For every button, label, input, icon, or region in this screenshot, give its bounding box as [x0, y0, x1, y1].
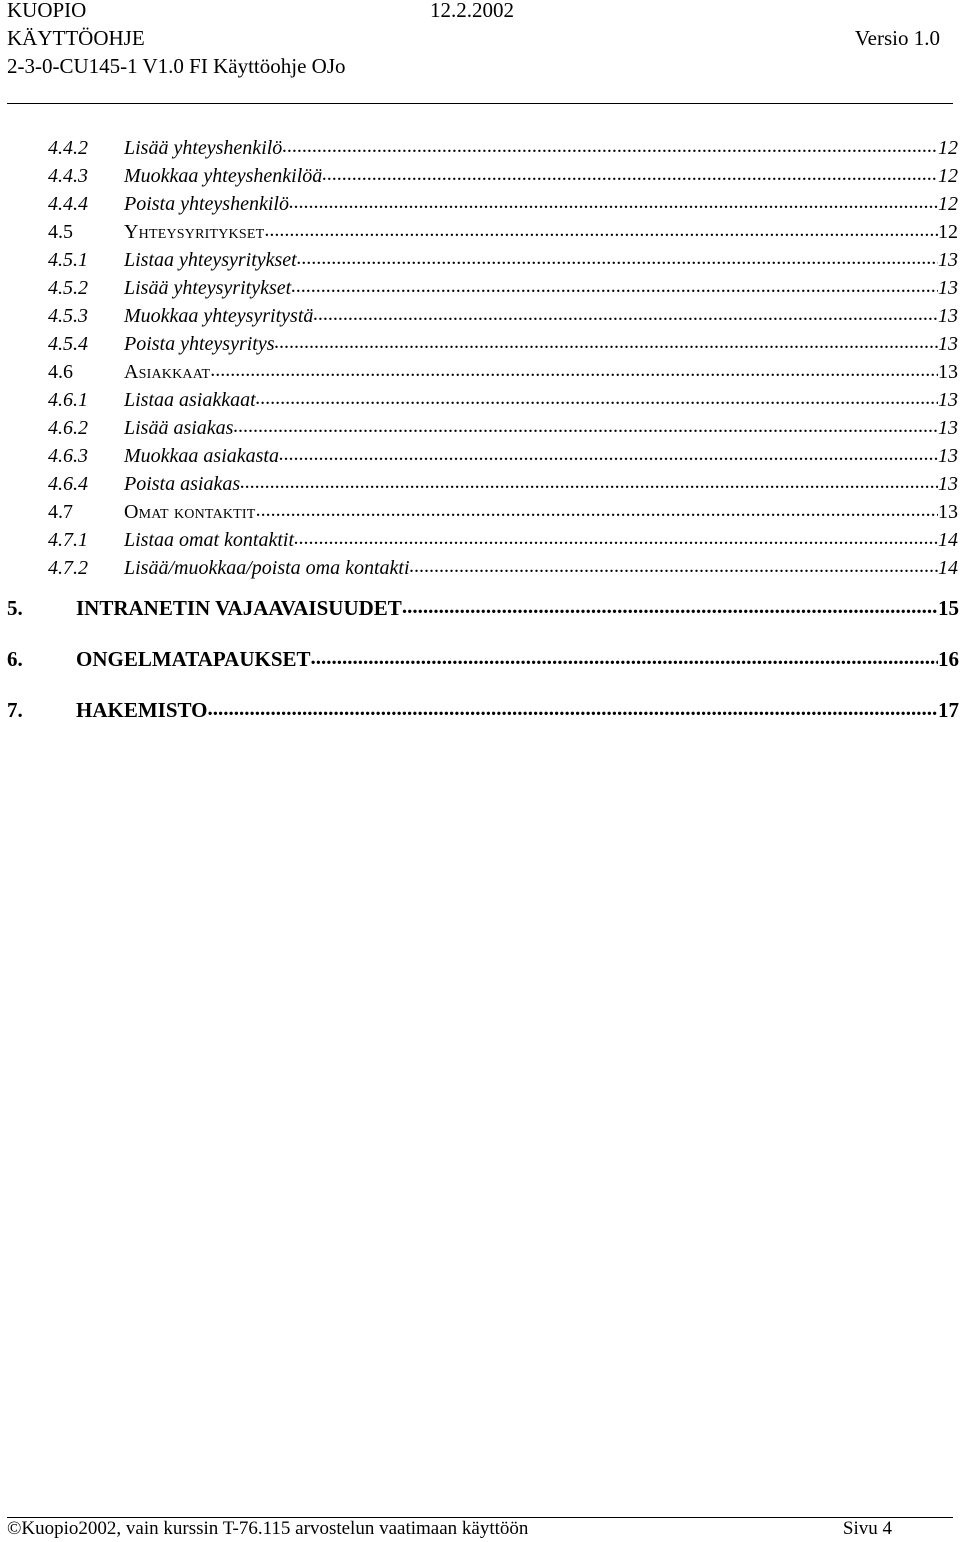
toc-number: 5.	[7, 596, 23, 620]
toc-number: 4.6.4	[48, 473, 88, 495]
toc-title: Listaa omat kontaktit	[124, 529, 294, 551]
header-divider	[7, 103, 953, 104]
toc-title: Lisää/muokkaa/poista oma kontakti	[124, 557, 410, 579]
toc-leader	[207, 696, 938, 717]
toc-number: 6.	[7, 647, 23, 671]
toc-title: Muokkaa yhteysyritystä	[124, 305, 314, 327]
toc-number: 4.4.3	[48, 165, 88, 187]
header-doc-type: KÄYTTÖOHJE	[7, 26, 145, 50]
toc-number: 4.7.1	[48, 529, 88, 551]
toc-leader	[311, 645, 938, 666]
toc-leader	[410, 555, 938, 575]
toc-page: 13	[938, 361, 958, 383]
toc-entry-4-5-4[interactable]	[48, 333, 958, 359]
toc-title: Lisää yhteysyritykset	[124, 277, 292, 299]
toc-number: 4.4.4	[48, 193, 88, 215]
toc-page: 14	[938, 557, 958, 579]
header-doc-id: 2-3-0-CU145-1 V1.0 FI Käyttöohje OJo	[7, 54, 346, 78]
toc-title: HAKEMISTO	[76, 698, 208, 722]
toc-leader	[275, 331, 938, 351]
toc-page: 13	[938, 417, 958, 439]
toc-title: INTRANETIN VAJAAVAISUUDET	[76, 596, 402, 620]
toc-leader	[294, 527, 938, 547]
toc-entry-4-6-3[interactable]	[48, 445, 958, 471]
toc-title: ONGELMATAPAUKSET	[76, 647, 311, 671]
toc-leader	[313, 303, 938, 323]
page-header	[7, 0, 953, 104]
footer-copyright: ©Kuopio2002, vain kurssin T-76.115 arvostelun vaatimaan käyttöön	[7, 1518, 529, 1539]
toc-leader	[289, 191, 938, 211]
toc-page: 16	[938, 647, 959, 671]
toc-entry-4-4-2[interactable]	[48, 137, 958, 163]
toc-number: 4.4.2	[48, 137, 88, 159]
toc-page: 13	[938, 333, 958, 355]
toc-leader	[402, 594, 938, 615]
toc-page: 14	[938, 529, 958, 551]
toc-title: Yhteysyritykset	[124, 221, 265, 243]
toc-title: Lisää yhteyshenkilö	[124, 137, 283, 159]
toc-page: 12	[938, 193, 958, 215]
toc-title: Muokkaa asiakasta	[124, 445, 279, 467]
toc-title: Muokkaa yhteyshenkilöä	[124, 165, 323, 187]
toc-entry-4-5[interactable]	[48, 221, 958, 247]
toc-entry-4-6-4[interactable]	[48, 473, 958, 499]
toc-page: 13	[938, 445, 958, 467]
toc-entry-4-5-2[interactable]	[48, 277, 958, 303]
toc-leader	[279, 443, 938, 463]
toc-entry-4-5-1[interactable]	[48, 249, 958, 275]
toc-entry-4-5-3[interactable]	[48, 305, 958, 331]
toc-page: 12	[938, 165, 958, 187]
toc-entry-6[interactable]	[7, 647, 959, 673]
toc-entry-4-6[interactable]	[48, 361, 958, 387]
toc-title: Omat kontaktit	[124, 501, 256, 523]
toc-leader	[256, 387, 938, 407]
toc-number: 4.6.1	[48, 389, 88, 411]
toc-leader	[322, 163, 938, 183]
toc-entry-7[interactable]	[7, 698, 959, 724]
toc-entry-4-6-2[interactable]	[48, 417, 958, 443]
toc-number: 4.5	[48, 221, 73, 243]
toc-leader	[240, 471, 938, 491]
toc-leader	[264, 219, 938, 239]
toc-number: 4.5.3	[48, 305, 88, 327]
toc-number: 4.5.4	[48, 333, 88, 355]
toc-page: 13	[938, 473, 958, 495]
toc-page: 13	[938, 389, 958, 411]
toc-leader	[291, 275, 938, 295]
toc-entry-4-7-2[interactable]	[48, 557, 958, 583]
header-version: Versio 1.0	[854, 26, 940, 50]
toc-page: 13	[938, 501, 958, 523]
toc-number: 7.	[7, 698, 23, 722]
toc-title: Poista asiakas	[124, 473, 241, 495]
toc-title: Lisää asiakas	[124, 417, 234, 439]
toc-number: 4.7	[48, 501, 73, 523]
toc-number: 4.6	[48, 361, 73, 383]
footer-page-number: Sivu 4	[842, 1518, 892, 1539]
toc-number: 4.6.3	[48, 445, 88, 467]
toc-entry-4-4-4[interactable]	[48, 193, 958, 219]
toc-entry-4-7-1[interactable]	[48, 529, 958, 555]
toc-page: 13	[938, 277, 958, 299]
toc-leader	[297, 247, 938, 267]
toc-entry-4-6-1[interactable]	[48, 389, 958, 415]
toc-entry-4-7[interactable]	[48, 501, 958, 527]
toc-entry-5[interactable]	[7, 596, 959, 622]
toc-leader	[233, 415, 938, 435]
toc-entry-4-4-3[interactable]	[48, 165, 958, 191]
toc-page: 12	[938, 221, 958, 243]
toc-page: 13	[938, 249, 958, 271]
toc-leader	[210, 359, 938, 379]
header-org: KUOPIO	[7, 0, 87, 22]
toc-leader	[282, 135, 938, 155]
toc-leader	[256, 499, 938, 519]
toc-page: 17	[938, 698, 959, 722]
toc-page: 12	[938, 137, 958, 159]
toc-number: 4.5.1	[48, 249, 88, 271]
toc-title: Poista yhteyshenkilö	[124, 193, 289, 215]
header-date: 12.2.2002	[430, 0, 514, 22]
toc-page: 15	[938, 596, 959, 620]
toc-number: 4.5.2	[48, 277, 88, 299]
toc-title: Poista yhteysyritys	[124, 333, 275, 355]
toc-page: 13	[938, 305, 958, 327]
toc-number: 4.7.2	[48, 557, 88, 579]
toc-title: Asiakkaat	[124, 361, 211, 383]
toc-number: 4.6.2	[48, 417, 88, 439]
toc-title: Listaa yhteysyritykset	[124, 249, 297, 271]
toc-title: Listaa asiakkaat	[124, 389, 256, 411]
